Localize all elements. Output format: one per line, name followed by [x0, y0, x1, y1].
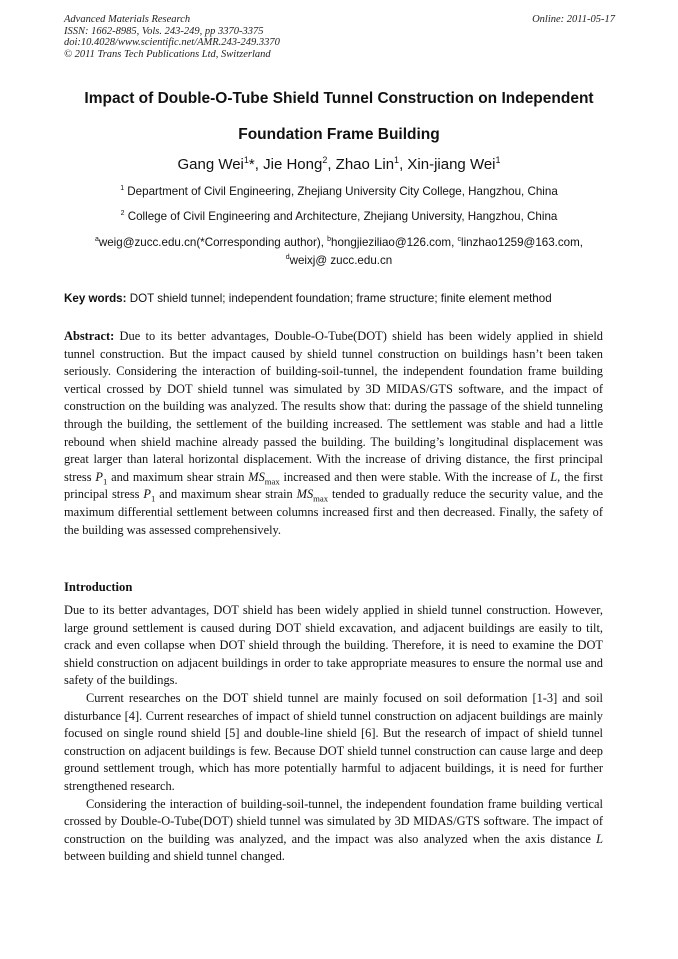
online-date: Online: 2011-05-17 — [532, 14, 615, 25]
author-affiliation-number: 1 — [495, 155, 501, 165]
affiliation-text: College of Civil Engineering and Architecture, Zhejiang University, Hangzhou, China — [124, 210, 558, 223]
journal-metadata — [64, 14, 280, 60]
affiliation-text: Department of Civil Engineering, Zhejiang University City College, Hangzhou, China — [124, 185, 558, 198]
keywords-text: DOT shield tunnel; independent foundation; frame structure; finite element method — [126, 292, 552, 305]
email-marker: d — [285, 254, 290, 262]
keywords-label: Key words: — [64, 292, 127, 305]
introduction-body — [64, 602, 603, 866]
abstract-label: Abstract: — [64, 329, 115, 343]
copyright-line: © 2011 Trans Tech Publications Ltd, Switzerland — [64, 48, 271, 60]
section-heading-introduction: Introduction — [64, 580, 133, 594]
author-separator: , — [254, 156, 264, 173]
email-c[interactable]: linzhao1259@163.com, — [461, 236, 584, 249]
doi-line[interactable]: doi:10.4028/www.scientific.net/AMR.243-249.3370 — [64, 37, 280, 49]
paragraph: Due to its better advantages, DOT shield has been widely applied in shield tunnel construction. However, large ground settlement is caused during DOT shield excavation, and adjacent buildings are easily to tilt, crack and even collapse when DOT shield through the building. Therefore, it is need to examine the DOT shield construction on adjacent buildings in order to take appropriate measures to ensure the normal use and safety of the buildings. — [64, 603, 603, 688]
abstract-text: increased and then were stable. With the increase of — [279, 469, 551, 484]
journal-name: Advanced Materials Research — [64, 14, 191, 25]
paragraph-text: between building and shield tunnel changed. — [64, 849, 285, 864]
issn-line: ISSN: 1662-8985, Vols. 243-249, pp 3370-3375 — [64, 25, 264, 37]
email-marker: b — [327, 236, 332, 244]
author-affiliation-number: 1 — [243, 155, 249, 165]
affiliation-2 — [40, 210, 638, 223]
author-separator: , — [327, 156, 336, 173]
abstract-text: Due to its better advantages, Double-O-Tube(DOT) shield has been widely applied in shield tunnel construction. But the impact caused by shield tunnel construction on buildings hasn’t been taken seriously. Considering the interaction of building-soil-tunnel, the independent foundation frame building vertical crossed by DOT shield tunnel was simulated by 3D MIDAS/GTS software, and the impact of construction on the building was analyzed. The results show that: during the passage of the shield tunneling through the building, the settlement of the building increased. The settlement was stable and had a little rebound when shield machine already passed the building. The building’s longitudinal displacement was great larger than lateral horizontal displacement. With the increase of driving distance, the first principal stress — [64, 329, 603, 484]
author-emails — [40, 234, 638, 270]
affiliation-1 — [40, 185, 638, 198]
abstract-text: tended to gradually reduce the security value, and the maximum differential settlement between columns increased first and then decreased. Finally, the safety of the building was assessed comprehensively. — [64, 487, 604, 537]
abstract-text: and maximum shear strain — [107, 469, 249, 484]
affiliation-number: 2 — [120, 210, 125, 218]
author-separator: , — [399, 156, 408, 173]
email-marker: c — [457, 236, 462, 244]
author-affiliation-number: 2 — [322, 155, 328, 165]
author-name: Zhao Lin — [335, 156, 395, 173]
symbol-l: L — [550, 469, 558, 484]
symbol-ms-subscript: max — [264, 476, 280, 487]
abstract-text: , the first principal stress — [64, 469, 604, 502]
keywords — [64, 292, 552, 305]
paper-title-line-1: Impact of Double-O-Tube Shield Tunnel Construction on Independent — [84, 90, 594, 107]
author-name: Xin-jiang Wei — [407, 156, 496, 173]
author-name: Jie Hong — [263, 156, 323, 173]
symbol-ms: MS — [296, 487, 314, 502]
abstract — [64, 328, 603, 539]
corresponding-author-mark: * — [248, 156, 255, 173]
symbol-l: L — [596, 831, 603, 846]
symbol-ms-subscript: max — [313, 493, 329, 504]
paragraph — [64, 796, 603, 866]
author-list — [40, 156, 638, 173]
abstract-text: and maximum shear strain — [155, 487, 297, 502]
author-affiliation-number: 1 — [394, 155, 400, 165]
email-marker: a — [94, 236, 99, 244]
symbol-p: P — [143, 487, 151, 502]
author-name: Gang Wei — [177, 156, 244, 173]
symbol-ms: MS — [248, 469, 265, 484]
paper-title-line-2: Foundation Frame Building — [238, 126, 440, 143]
email-d[interactable]: weixj@ zucc.edu.cn — [289, 254, 393, 267]
email-b[interactable]: hongjieziliao@126.com, — [331, 236, 458, 249]
paragraph-text: Considering the interaction of building-soil-tunnel, the independent foundation frame building vertical crossed by Double-O-Tube(DOT) shield tunnel was simulated by 3D MIDAS/GTS software. The impact of construction on the building was analyzed, and the impact was also analyzed when the axis distance — [64, 796, 603, 846]
affiliation-number: 1 — [120, 185, 125, 193]
symbol-p-subscript: 1 — [150, 493, 156, 504]
symbol-p: P — [95, 469, 103, 484]
symbol-p-subscript: 1 — [102, 476, 108, 487]
paragraph: Current researches on the DOT shield tunnel are mainly focused on soil deformation [1-3] and soil disturbance [4]. Current researches of impact of shield tunnel construction on adjacent buildings are mainly focused on single round shield [5] and double-line shield [6]. But the research of impact of shield tunnel construction on adjacent buildings is few. Because DOT shield tunnel construction can cause large and deep ground settlement trough, which has more potentially harmful to adjacent buildings, it is need for further strengthened research. — [64, 690, 603, 793]
email-a[interactable]: weig@zucc.edu.cn(*Corresponding author), — [98, 236, 328, 249]
